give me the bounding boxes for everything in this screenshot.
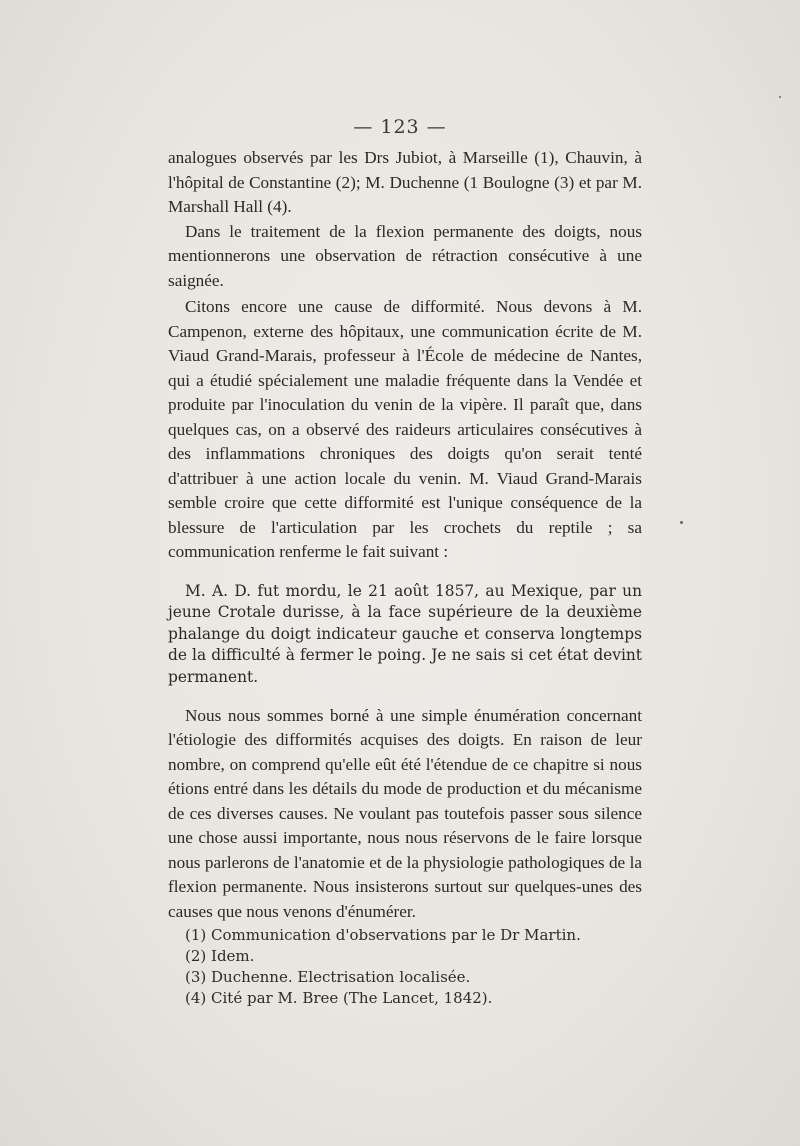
paragraph-treatment: Dans le traitement de la flexion permanente des doigts, nous mentionnerons une observation de rétraction consécutive à une saignée. — [168, 221, 642, 290]
footnote-1: (1) Communication d'observations par le Dr Martin. — [185, 926, 581, 944]
paper-speck — [779, 96, 781, 98]
page-number: — 123 — — [353, 116, 447, 138]
paragraph-conclusion: Nous nous sommes borné à une simple énumération concernant l'étiologie des difformités acquises des doigts. En raison de leur nombre, on comprend qu'elle eût été l'étendue de ce chapitre si nous étions entré dans les détails du mode de production et du mécanisme de ces diverses causes. Ne voulant pas toutefois passer sous silence une chose aussi importante, nous nous réservons de le faire lorsque nous parlerons de l'anatomie et de la physiologie pathologiques de la flexion permanente. Nous insisterons surtout sur quelques-unes des causes que nous venons d'énumérer. — [168, 705, 642, 921]
footnote-4: (4) Cité par M. Bree (The Lancet, 1842). — [185, 989, 493, 1007]
paragraph-venom-cause: Citons encore une cause de difformité. Nous devons à M. Campenon, externe des hôpitaux, une communication écrite de M. Viaud Grand-Marais, professeur à l'École de médecine de Nantes, qui a étudié spécialement une maladie fréquente dans la Vendée et produite par l'inoculation du venin de la vipère. Il paraît que, dans quelques cas, on a observé des raideurs articulaires consécutives à des inflammations chroniques des doigts qu'on serait tenté d'attribuer à une action locale du venin. M. Viaud Grand-Marais semble croire que cette difformité est l'unique conséquence de la blessure de l'articulation par les crochets du reptile ; sa communication renferme le fait suivant : — [168, 297, 642, 561]
case-observation: M. A. D. fut mordu, le 21 août 1857, au Mexique, par un jeune Crotale durisse, à la face supérieure de la deuxième phalange du doigt indicateur gauche et conserva longtemps de la difficulté à fermer le poing. Je ne sais si cet état devint permanent. — [168, 581, 642, 686]
paper-speck — [680, 521, 683, 524]
body-text — [168, 146, 642, 924]
footnote-2: (2) Idem. — [185, 947, 255, 965]
footnote-3: (3) Duchenne. Electrisation localisée. — [185, 968, 471, 986]
paragraph-continuation: analogues observés par les Drs Jubiot, à Marseille (1), Chauvin, à l'hôpital de Constantine (2); M. Duchenne (1 Boulogne (3) et par M. Marshall Hall (4). — [168, 148, 642, 216]
footnotes — [185, 925, 625, 1009]
